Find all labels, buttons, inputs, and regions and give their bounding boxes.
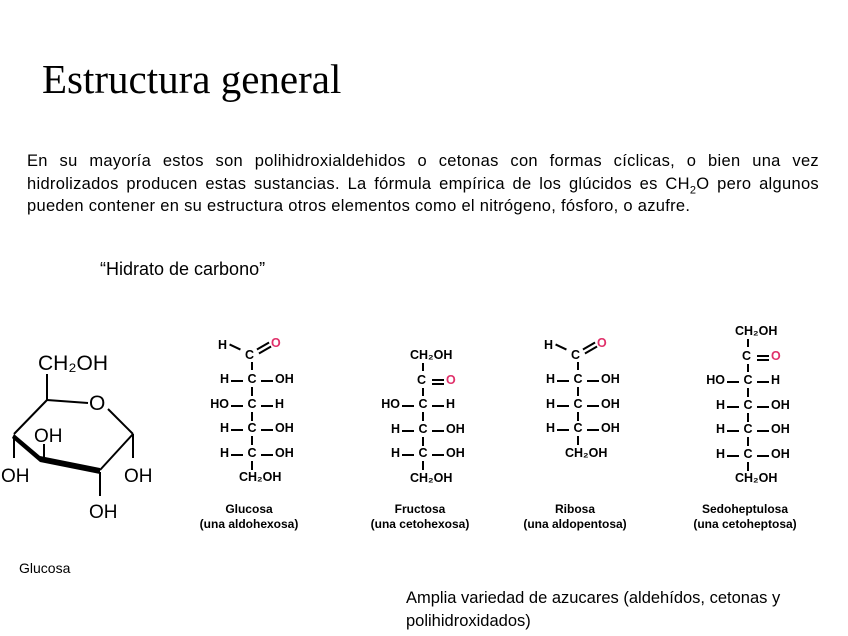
- fischer-right-group: OH: [601, 396, 620, 411]
- fischer-left-group: H: [715, 422, 725, 436]
- aldehyde-o: O: [597, 336, 607, 350]
- ring-caption: Glucosa: [19, 560, 71, 576]
- chain-bond: [577, 412, 579, 421]
- fischer-right-bond: [261, 429, 273, 431]
- body-paragraph: [27, 150, 819, 218]
- chain-bond: [747, 364, 749, 372]
- fischer-right-group: OH: [771, 422, 790, 436]
- molecule-name: Ribosa: [554, 502, 595, 516]
- aldehyde-h: H: [218, 338, 228, 352]
- chain-bond: [577, 362, 579, 370]
- keto-double-bond: [432, 383, 444, 385]
- fischer-right-group: OH: [771, 397, 790, 412]
- chain-first-ch2oh: CH₂OH: [410, 348, 453, 362]
- fischer-right-bond: [432, 430, 444, 432]
- fischer-carbon: C: [247, 421, 257, 435]
- fischer-right-group: OH: [771, 446, 790, 461]
- keto-c: C: [742, 348, 752, 363]
- fischer-right-group: OH: [601, 421, 620, 435]
- keto-c: C: [417, 372, 427, 387]
- fischer-carbon: C: [743, 422, 753, 436]
- fischer-right-bond: [261, 405, 273, 407]
- paragraph-part-1: En su mayoría estos son polihidroxialdehidos o cetonas con formas cíclicas, o bien una vez hidrolizados producen estas sustancias. La fórmula empírica de los glúcidos es CH: [27, 152, 819, 193]
- fischer-right-bond: [261, 380, 273, 382]
- slide-title: Estructura general: [42, 56, 342, 102]
- fischer-left-group: H: [545, 372, 555, 386]
- fischer-right-group: OH: [446, 421, 465, 436]
- keto-double-bond: [757, 355, 769, 357]
- fischer-right-bond: [432, 405, 444, 407]
- chain-bottom-ch2oh: CH₂OH: [410, 470, 453, 485]
- aldehyde-bond-h: [229, 344, 241, 351]
- fischer-left-bond: [727, 381, 739, 383]
- footer-text: Amplia variedad de azucares (aldehídos, cetonas y polihidroxidados): [406, 589, 781, 630]
- fischer-right-bond: [587, 405, 599, 407]
- fischer-right-group: OH: [275, 372, 294, 386]
- chain-bond: [747, 437, 749, 446]
- ring-oxygen-label: O: [89, 392, 106, 415]
- subtitle-hidrato: “Hidrato de carbono”: [100, 259, 266, 279]
- ring-ch2oh-label: CH₂OH: [38, 352, 108, 375]
- fischer-right-bond: [757, 455, 769, 457]
- fischer-right-group: OH: [446, 446, 465, 460]
- chain-bond: [422, 461, 424, 470]
- keto-o: O: [771, 348, 781, 363]
- fischer-carbon: C: [418, 397, 428, 411]
- aldehyde-h: H: [544, 338, 554, 352]
- fischer-left-group: H: [715, 397, 725, 412]
- glucose-ring-structure: [0, 330, 175, 530]
- fischer-left-bond: [402, 405, 414, 407]
- fischer-left-group: H: [219, 421, 229, 435]
- molecule-name: Fructosa: [394, 502, 446, 516]
- molecule-description: (una cetohexosa): [370, 517, 470, 531]
- chain-bond: [422, 388, 424, 396]
- fischer-left-bond: [231, 454, 243, 456]
- fischer-right-bond: [757, 430, 769, 432]
- keto-o: O: [446, 372, 456, 387]
- fischer-carbon: C: [743, 397, 753, 412]
- ring-bond-o2: [108, 409, 133, 434]
- fischer-left-bond: [231, 380, 243, 382]
- ring-bond-c1c2: [100, 434, 133, 470]
- chain-bond: [422, 412, 424, 421]
- molecule-description: (una aldohexosa): [199, 517, 299, 531]
- chain-bond: [251, 436, 253, 445]
- chain-bond: [747, 388, 749, 397]
- fischer-left-group: HO: [210, 396, 229, 411]
- fischer-left-bond: [727, 455, 739, 457]
- fischer-left-bond: [557, 405, 569, 407]
- fischer-carbon: C: [573, 396, 583, 411]
- fischer-left-bond: [231, 405, 243, 407]
- fischer-carbon: C: [247, 396, 257, 411]
- aldehyde-o: O: [271, 336, 281, 350]
- keto-double-bond: [757, 359, 769, 361]
- chain-bond: [251, 362, 253, 370]
- fischer-left-group: H: [219, 372, 229, 386]
- fischer-right-bond: [587, 429, 599, 431]
- ring-oh-label: OH: [1, 466, 30, 487]
- fischer-left-bond: [402, 430, 414, 432]
- fischer-right-group: OH: [601, 372, 620, 386]
- aldehyde-c: C: [571, 348, 581, 362]
- chain-first-ch2oh: CH₂OH: [735, 324, 778, 338]
- fischer-right-group: H: [446, 397, 456, 411]
- fischer-left-bond: [727, 430, 739, 432]
- paragraph-part-2: O pero algunos pueden contener en su estructura otros elementos como el nitrógeno, fósforo, o azufre.: [27, 174, 819, 215]
- chain-bond: [251, 387, 253, 396]
- chain-bond: [251, 412, 253, 421]
- fischer-carbon: C: [573, 421, 583, 435]
- fischer-left-bond: [727, 406, 739, 408]
- fischer-right-group: H: [275, 396, 285, 411]
- chain-bond: [577, 436, 579, 445]
- fischer-left-group: H: [390, 446, 400, 460]
- molecule-description: (una cetoheptosa): [693, 517, 797, 531]
- fischer-right-group: OH: [275, 421, 294, 435]
- keto-double-bond: [432, 379, 444, 381]
- chain-bottom-ch2oh: CH₂OH: [239, 470, 282, 484]
- molecule-name: Glucosa: [225, 502, 273, 516]
- fischer-carbon: C: [743, 446, 753, 461]
- fischer-carbon: C: [247, 445, 257, 460]
- fischer-carbon: C: [247, 372, 257, 386]
- fischer-right-group: H: [771, 373, 781, 387]
- ring-bond-wedge-bottom: [40, 456, 100, 474]
- fischer-left-bond: [557, 380, 569, 382]
- fischer-left-bond: [402, 454, 414, 456]
- fischer-right-bond: [757, 406, 769, 408]
- fischer-right-bond: [261, 454, 273, 456]
- chain-bottom-ch2oh: CH₂OH: [735, 471, 778, 485]
- fischer-carbon: C: [743, 373, 753, 387]
- fischer-right-bond: [432, 454, 444, 456]
- ring-oh-label: OH: [124, 466, 153, 487]
- fischer-right-bond: [757, 381, 769, 383]
- chain-bottom-ch2oh: CH₂OH: [565, 445, 608, 460]
- fischer-left-group: H: [545, 396, 555, 411]
- fischer-right-bond: [587, 380, 599, 382]
- chain-bond: [747, 462, 749, 471]
- chain-bond: [251, 461, 253, 470]
- fischer-left-group: H: [219, 445, 229, 460]
- fischer-carbon: C: [418, 446, 428, 460]
- chain-bond: [422, 437, 424, 446]
- fischer-carbon: C: [418, 421, 428, 436]
- fischer-left-bond: [231, 429, 243, 431]
- fischer-left-bond: [557, 429, 569, 431]
- ring-oh-label: OH: [34, 426, 63, 447]
- fischer-left-group: HO: [381, 397, 400, 411]
- molecule-description: (una aldopentosa): [523, 517, 627, 531]
- fischer-left-group: H: [715, 446, 725, 461]
- fischer-left-group: H: [545, 421, 555, 435]
- aldehyde-c: C: [245, 348, 255, 362]
- chain-bond: [747, 413, 749, 422]
- fischer-left-group: H: [390, 421, 400, 436]
- molecule-name: Sedoheptulosa: [701, 502, 788, 516]
- ring-bond-o1: [47, 400, 88, 403]
- ring-oh-label: OH: [89, 502, 118, 523]
- chain-bond: [747, 339, 749, 347]
- fischer-right-group: OH: [275, 445, 294, 460]
- fischer-left-group: HO: [706, 373, 725, 387]
- fischer-carbon: C: [573, 372, 583, 386]
- aldehyde-bond-h: [555, 344, 567, 351]
- chain-bond: [422, 363, 424, 371]
- chain-bond: [577, 387, 579, 396]
- paragraph-subscript: 2: [689, 183, 697, 196]
